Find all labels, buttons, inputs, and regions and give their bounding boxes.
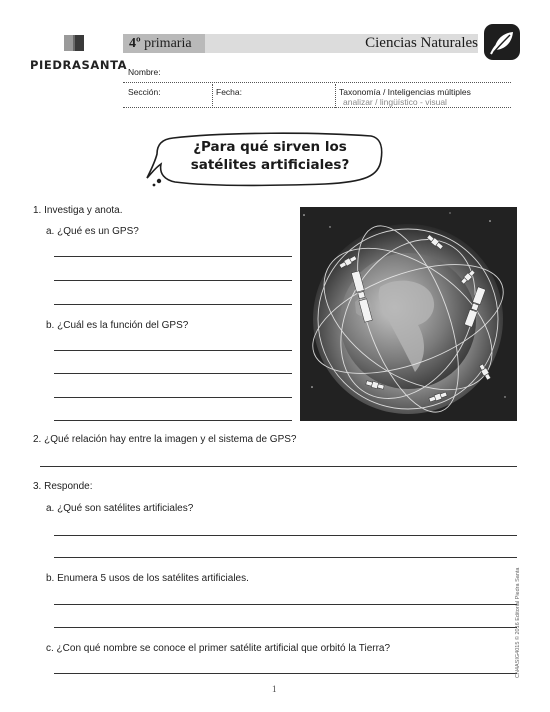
grade-number: 4º [129, 36, 141, 51]
question-1-heading: 1. Investiga y anota. [33, 205, 123, 216]
subject-title: Ciencias Naturales [365, 35, 478, 51]
taxonomy-detail: analizar / lingüístico - visual [343, 97, 447, 107]
leaf-icon [484, 24, 520, 60]
date-label: Fecha: [216, 87, 242, 97]
question-1b: b. ¿Cuál es la función del GPS? [46, 320, 189, 331]
answer-line[interactable] [54, 673, 517, 674]
question-3-heading: 3. Responde: [33, 481, 93, 492]
section-label: Sección: [128, 87, 161, 97]
title-line-2: satélites artificiales? [190, 157, 350, 173]
question-3a: a. ¿Qué son satélites artificiales? [46, 503, 194, 514]
answer-line[interactable] [40, 466, 517, 467]
grade-suffix: primaria [144, 36, 192, 51]
answer-line[interactable] [54, 304, 292, 305]
answer-line[interactable] [54, 420, 292, 421]
answer-line[interactable] [54, 535, 517, 536]
taxonomy-label: Taxonomía / Inteligencias múltiples [339, 87, 471, 97]
answer-line[interactable] [54, 397, 292, 398]
grade-label [123, 34, 205, 53]
copyright-credit: CN4ASIG4015 © 2016 Editorial Piedra Santa [515, 567, 521, 678]
page-number: 1 [272, 684, 277, 694]
answer-line[interactable] [54, 604, 517, 605]
question-1a: a. ¿Qué es un GPS? [46, 226, 139, 237]
field-divider [335, 84, 336, 108]
answer-line[interactable] [54, 373, 292, 374]
title-line-1: ¿Para qué sirven los [193, 139, 347, 155]
answer-line[interactable] [54, 627, 517, 628]
page-title [180, 138, 360, 174]
question-3c: c. ¿Con qué nombre se conoce el primer satélite artificial que orbitó la Tierra? [46, 643, 391, 654]
answer-line[interactable] [54, 256, 292, 257]
answer-line[interactable] [54, 557, 517, 558]
answer-line[interactable] [54, 280, 292, 281]
field-divider [212, 84, 213, 108]
fields-bottom-line [123, 107, 511, 108]
question-2: 2. ¿Qué relación hay entre la imagen y el sistema de GPS? [33, 434, 297, 445]
answer-line[interactable] [54, 350, 292, 351]
question-3b: b. Enumera 5 usos de los satélites artificiales. [46, 573, 249, 584]
name-label: Nombre: [128, 67, 161, 77]
book-logo-icon [63, 34, 85, 52]
name-line [123, 82, 511, 83]
earth-satellites-image [300, 207, 517, 421]
brand-logo-text: PIEDRASANTA [30, 58, 128, 72]
